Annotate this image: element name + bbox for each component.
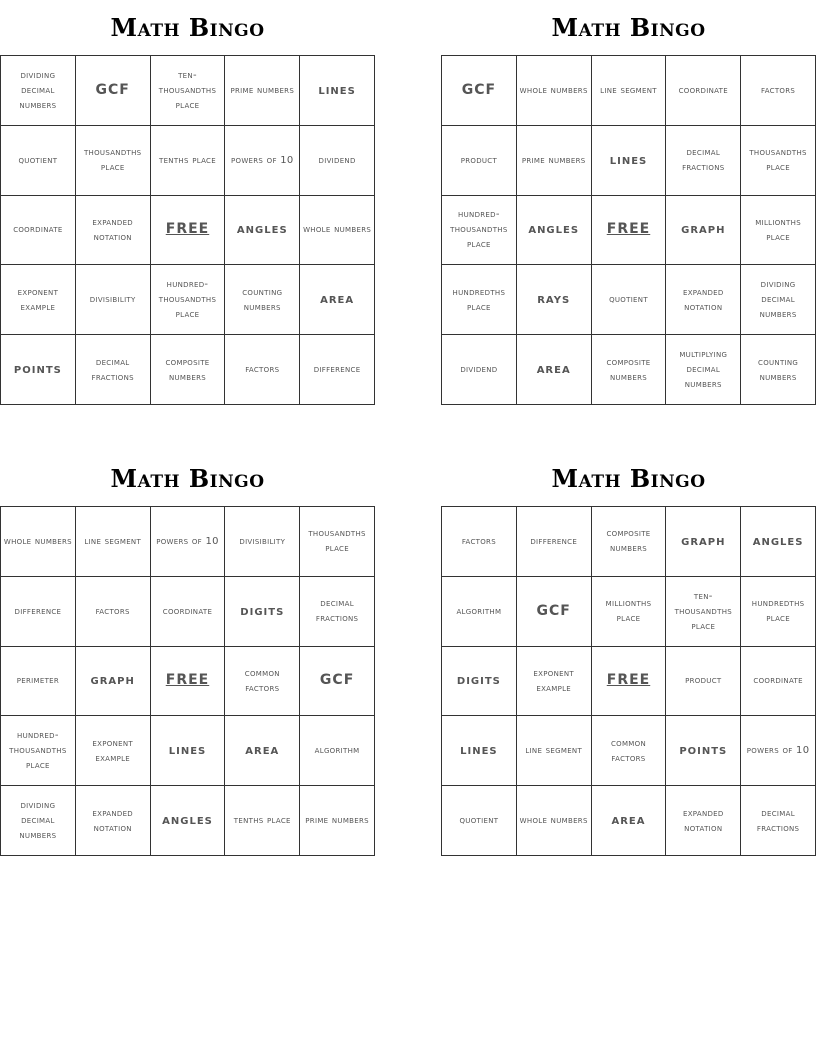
bingo-cell: tenths place	[225, 786, 300, 856]
bingo-cell: prime numbers	[517, 126, 592, 196]
bingo-cell: whole numbers	[517, 56, 592, 126]
bingo-cell: composite numbers	[151, 335, 226, 405]
bingo-cell: common factors	[592, 716, 667, 786]
bingo-cell: points	[1, 335, 76, 405]
bingo-cell: quotient	[442, 786, 517, 856]
bingo-cell: algorithm	[442, 577, 517, 647]
bingo-cell: powers of 10	[741, 716, 816, 786]
bingo-cell: difference	[1, 577, 76, 647]
bingo-cell: coordinate	[741, 647, 816, 717]
bingo-cell: line segment	[592, 56, 667, 126]
bingo-cell: angles	[225, 196, 300, 266]
bingo-cell: difference	[300, 335, 375, 405]
bingo-grid	[0, 55, 375, 405]
bingo-cell: factors	[225, 335, 300, 405]
bingo-cell: dividend	[300, 126, 375, 196]
bingo-cell: coordinate	[151, 577, 226, 647]
bingo-cell: factors	[741, 56, 816, 126]
bingo-cell: ten-thousandths place	[151, 56, 226, 126]
bingo-cell: algorithm	[300, 716, 375, 786]
bingo-cell: factors	[442, 507, 517, 577]
bingo-cell: area	[225, 716, 300, 786]
bingo-cell: whole numbers	[1, 507, 76, 577]
bingo-cell: perimeter	[1, 647, 76, 717]
bingo-cell: millionths place	[741, 196, 816, 266]
bingo-cell: thousandths place	[741, 126, 816, 196]
bingo-cell: common factors	[225, 647, 300, 717]
bingo-cell: area	[592, 786, 667, 856]
bingo-cell: dividing decimal numbers	[1, 786, 76, 856]
bingo-cell: lines	[300, 56, 375, 126]
bingo-cell: graph	[666, 507, 741, 577]
bingo-cell: expanded notation	[666, 786, 741, 856]
bingo-cell: rays	[517, 265, 592, 335]
bingo-cell: quotient	[1, 126, 76, 196]
bingo-cell: difference	[517, 507, 592, 577]
bingo-cell: expanded notation	[76, 786, 151, 856]
bingo-cell: divisibility	[225, 507, 300, 577]
free-space: FREE	[592, 647, 667, 717]
bingo-grid	[441, 55, 816, 405]
bingo-cell: decimal fractions	[741, 786, 816, 856]
bingo-cell: product	[442, 126, 517, 196]
bingo-cell: lines	[592, 126, 667, 196]
free-space: FREE	[151, 196, 226, 266]
bingo-cell: counting numbers	[225, 265, 300, 335]
card-title: Math Bingo	[551, 464, 706, 493]
bingo-cell: coordinate	[1, 196, 76, 266]
bingo-cell: whole numbers	[300, 196, 375, 266]
bingo-cell: graph	[666, 196, 741, 266]
bingo-grid	[441, 506, 816, 856]
bingo-cell: GCF	[76, 56, 151, 126]
bingo-cell: lines	[151, 716, 226, 786]
bingo-cell: dividend	[442, 335, 517, 405]
bingo-cell: hundred-thousandths place	[442, 196, 517, 266]
bingo-cell: digits	[225, 577, 300, 647]
bingo-cell: decimal fractions	[76, 335, 151, 405]
bingo-cell: coordinate	[666, 56, 741, 126]
bingo-cell: divisibility	[76, 265, 151, 335]
bingo-cell: powers of 10	[151, 507, 226, 577]
bingo-cell: area	[300, 265, 375, 335]
bingo-cell: factors	[76, 577, 151, 647]
card-title: Math Bingo	[110, 464, 265, 493]
bingo-cell: dividing decimal numbers	[741, 265, 816, 335]
bingo-cell: line segment	[517, 716, 592, 786]
bingo-cell: area	[517, 335, 592, 405]
bingo-cell: composite numbers	[592, 507, 667, 577]
bingo-cell: hundred-thousandths place	[1, 716, 76, 786]
bingo-cell: angles	[151, 786, 226, 856]
bingo-cell: exponent example	[76, 716, 151, 786]
bingo-cell: exponent example	[517, 647, 592, 717]
bingo-cell: hundredths place	[442, 265, 517, 335]
bingo-cell: GCF	[442, 56, 517, 126]
free-space: FREE	[151, 647, 226, 717]
bingo-cell: GCF	[300, 647, 375, 717]
bingo-cell: hundred-thousandths place	[151, 265, 226, 335]
bingo-cell: thousandths place	[76, 126, 151, 196]
bingo-cell: quotient	[592, 265, 667, 335]
bingo-cell: prime numbers	[300, 786, 375, 856]
bingo-cell: digits	[442, 647, 517, 717]
card-title: Math Bingo	[551, 13, 706, 42]
bingo-cell: decimal fractions	[666, 126, 741, 196]
bingo-cell: angles	[741, 507, 816, 577]
bingo-cell: powers of 10	[225, 126, 300, 196]
bingo-cell: ten-thousandths place	[666, 577, 741, 647]
bingo-cell: decimal fractions	[300, 577, 375, 647]
bingo-cell: prime numbers	[225, 56, 300, 126]
bingo-cell: multiplying decimal numbers	[666, 335, 741, 405]
bingo-cell: millionths place	[592, 577, 667, 647]
bingo-cell: exponent example	[1, 265, 76, 335]
bingo-cell: thousandths place	[300, 507, 375, 577]
bingo-cell: whole numbers	[517, 786, 592, 856]
bingo-cell: tenths place	[151, 126, 226, 196]
bingo-cell: product	[666, 647, 741, 717]
bingo-cell: GCF	[517, 577, 592, 647]
bingo-grid	[0, 506, 375, 856]
bingo-cell: expanded notation	[76, 196, 151, 266]
bingo-cell: dividing decimal numbers	[1, 56, 76, 126]
bingo-cell: composite numbers	[592, 335, 667, 405]
bingo-cell: graph	[76, 647, 151, 717]
bingo-cell: points	[666, 716, 741, 786]
bingo-cell: hundredths place	[741, 577, 816, 647]
bingo-cell: lines	[442, 716, 517, 786]
bingo-cell: angles	[517, 196, 592, 266]
card-title: Math Bingo	[110, 13, 265, 42]
bingo-cell: counting numbers	[741, 335, 816, 405]
bingo-cell: expanded notation	[666, 265, 741, 335]
bingo-cell: line segment	[76, 507, 151, 577]
free-space: FREE	[592, 196, 667, 266]
